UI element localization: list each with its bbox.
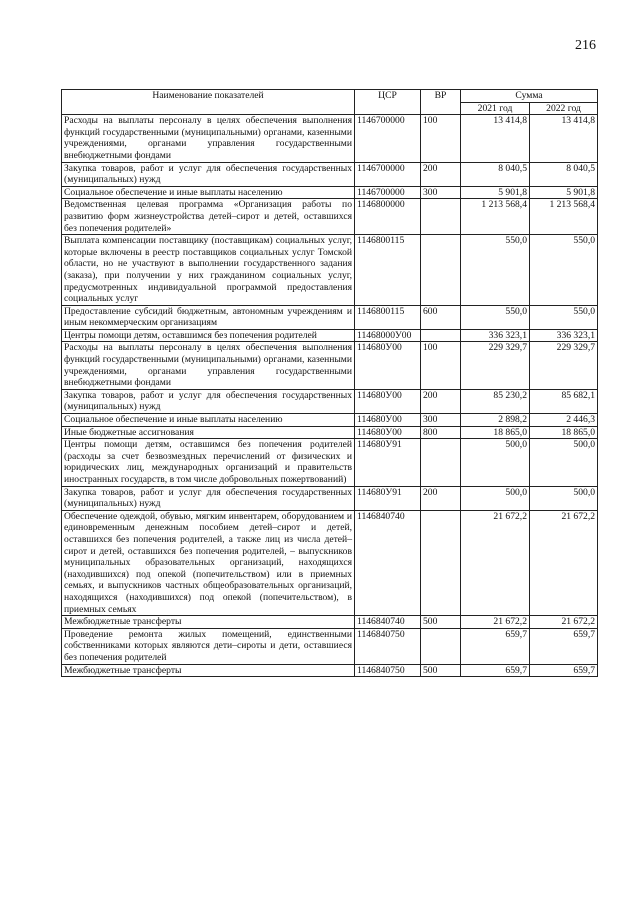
row-name-cell: Межбюджетные трансферты	[62, 616, 355, 629]
row-csr-cell: 114680У00	[355, 342, 421, 389]
row-amount-2021-cell: 659,7	[461, 628, 530, 664]
row-amount-2021-cell: 336 323,1	[461, 329, 530, 342]
header-sum: Сумма	[461, 90, 598, 103]
row-vr-cell: 500	[421, 616, 461, 629]
row-name-cell: Расходы на выплаты персоналу в целях обеспечения выполнения функций государственными (муниципальными) органами, казенными учреждениями, органами управления государственными внебюджетными фондами	[62, 115, 355, 162]
row-vr-cell: 200	[421, 162, 461, 186]
row-amount-2021-cell: 21 672,2	[461, 510, 530, 615]
table-row	[62, 115, 598, 162]
row-csr-cell: 114680У91	[355, 486, 421, 510]
row-amount-2022-cell: 336 323,1	[530, 329, 598, 342]
row-amount-2022-cell: 8 040,5	[530, 162, 598, 186]
row-name-cell: Социальное обеспечение и иные выплаты населению	[62, 186, 355, 199]
row-csr-cell: 11468000У00	[355, 329, 421, 342]
row-name-cell: Центры помощи детям, оставшимся без попечения родителей	[62, 329, 355, 342]
row-vr-cell: 800	[421, 426, 461, 439]
row-amount-2021-cell: 659,7	[461, 664, 530, 677]
table-row	[62, 162, 598, 186]
row-csr-cell: 1146700000	[355, 186, 421, 199]
row-name-cell: Социальное обеспечение и иные выплаты населению	[62, 414, 355, 427]
row-csr-cell: 1146700000	[355, 162, 421, 186]
row-vr-cell	[421, 329, 461, 342]
row-csr-cell: 1146840750	[355, 664, 421, 677]
row-amount-2022-cell: 21 672,2	[530, 510, 598, 615]
row-amount-2021-cell: 500,0	[461, 439, 530, 486]
row-amount-2022-cell: 659,7	[530, 628, 598, 664]
header-year-2021: 2021 год	[461, 102, 530, 115]
row-name-cell: Ведомственная целевая программа «Организация работы по развитию форм жизнеустройства детей–сирот и детей, оставшихся без попечения родителей»	[62, 199, 355, 235]
row-amount-2021-cell: 550,0	[461, 235, 530, 306]
row-amount-2022-cell: 5 901,8	[530, 186, 598, 199]
page-number: 216	[575, 38, 596, 53]
row-amount-2021-cell: 8 040,5	[461, 162, 530, 186]
row-name-cell: Закупка товаров, работ и услуг для обеспечения государственных (муниципальных) нужд	[62, 486, 355, 510]
row-vr-cell: 100	[421, 342, 461, 389]
row-csr-cell: 1146840750	[355, 628, 421, 664]
row-csr-cell: 1146800115	[355, 305, 421, 329]
row-amount-2021-cell: 500,0	[461, 486, 530, 510]
row-csr-cell: 114680У00	[355, 414, 421, 427]
row-name-cell: Расходы на выплаты персоналу в целях обеспечения выполнения функций государственными (муниципальными) органами, казенными учреждениями, органами управления государственными внебюджетными фондами	[62, 342, 355, 389]
row-amount-2022-cell: 500,0	[530, 486, 598, 510]
row-name-cell: Закупка товаров, работ и услуг для обеспечения государственных (муниципальных) нужд	[62, 389, 355, 413]
row-vr-cell	[421, 510, 461, 615]
row-amount-2022-cell: 18 865,0	[530, 426, 598, 439]
row-csr-cell: 114680У00	[355, 426, 421, 439]
header-csr: ЦСР	[355, 90, 421, 115]
table-row	[62, 389, 598, 413]
row-vr-cell	[421, 199, 461, 235]
row-name-cell: Межбюджетные трансферты	[62, 664, 355, 677]
row-amount-2022-cell: 85 682,1	[530, 389, 598, 413]
row-vr-cell	[421, 628, 461, 664]
header-year-2022: 2022 год	[530, 102, 598, 115]
table-row	[62, 305, 598, 329]
row-amount-2021-cell: 550,0	[461, 305, 530, 329]
row-amount-2022-cell: 21 672,2	[530, 616, 598, 629]
row-amount-2022-cell: 229 329,7	[530, 342, 598, 389]
table-row	[62, 510, 598, 615]
table-row	[62, 199, 598, 235]
table-row	[62, 329, 598, 342]
row-vr-cell: 600	[421, 305, 461, 329]
row-name-cell: Проведение ремонта жилых помещений, единственными собственниками которых являются дети–сироты и дети, оставшиеся без попечения родителей	[62, 628, 355, 664]
row-vr-cell: 300	[421, 186, 461, 199]
row-csr-cell: 1146800115	[355, 235, 421, 306]
row-vr-cell: 100	[421, 115, 461, 162]
budget-table	[61, 89, 598, 677]
row-vr-cell: 300	[421, 414, 461, 427]
table-row	[62, 439, 598, 486]
row-amount-2022-cell: 500,0	[530, 439, 598, 486]
row-amount-2021-cell: 13 414,8	[461, 115, 530, 162]
row-amount-2021-cell: 18 865,0	[461, 426, 530, 439]
row-vr-cell	[421, 235, 461, 306]
row-name-cell: Центры помощи детям, оставшимся без попечения родителей (расходы за счет безвозмездных перечислений от физических и юридических лиц, международных организаций и правительств иностранных государств, в том числе добровольных пожертвований)	[62, 439, 355, 486]
row-amount-2021-cell: 21 672,2	[461, 616, 530, 629]
row-vr-cell	[421, 439, 461, 486]
table-row	[62, 426, 598, 439]
row-amount-2021-cell: 229 329,7	[461, 342, 530, 389]
row-amount-2022-cell: 550,0	[530, 235, 598, 306]
row-vr-cell: 500	[421, 664, 461, 677]
table-row	[62, 342, 598, 389]
row-amount-2021-cell: 1 213 568,4	[461, 199, 530, 235]
row-name-cell: Закупка товаров, работ и услуг для обеспечения государственных (муниципальных) нужд	[62, 162, 355, 186]
header-name: Наименование показателей	[62, 90, 355, 115]
row-amount-2021-cell: 85 230,2	[461, 389, 530, 413]
row-amount-2022-cell: 13 414,8	[530, 115, 598, 162]
row-csr-cell: 114680У91	[355, 439, 421, 486]
row-amount-2021-cell: 5 901,8	[461, 186, 530, 199]
table-body	[62, 115, 598, 677]
row-amount-2022-cell: 2 446,3	[530, 414, 598, 427]
table-row	[62, 664, 598, 677]
row-csr-cell: 1146840740	[355, 510, 421, 615]
table-row	[62, 186, 598, 199]
row-amount-2021-cell: 2 898,2	[461, 414, 530, 427]
row-name-cell: Предоставление субсидий бюджетным, автономным учреждениям и иным некоммерческим организациям	[62, 305, 355, 329]
row-amount-2022-cell: 1 213 568,4	[530, 199, 598, 235]
table-row	[62, 414, 598, 427]
table-row	[62, 486, 598, 510]
row-name-cell: Иные бюджетные ассигнования	[62, 426, 355, 439]
row-csr-cell: 1146800000	[355, 199, 421, 235]
table-row	[62, 628, 598, 664]
row-name-cell: Обеспечение одеждой, обувью, мягким инвентарем, оборудованием и единовременным денежным пособием детей–сирот и детей, оставшихся без попечения родителей, а также лиц из числа детей–сирот и детей, оставшихся без попечения родителей, – выпускников муниципальных образовательных организаций, находящихся (находившихся) под опекой (попечительством) или в приемных семьях, и выпускников частных общеобразовательных организаций, находящихся (находившихся) под опекой (попечительством), в приемных семьях	[62, 510, 355, 615]
row-name-cell: Выплата компенсации поставщику (поставщикам) социальных услуг, которые включены в реестр поставщиков социальных услуг Томской области, но не участвуют в выполнении государственного задания (заказа), при получении у них гражданином социальных услуг, предусмотренных индивидуальной программой предоставления социальных услуг	[62, 235, 355, 306]
row-csr-cell: 1146840740	[355, 616, 421, 629]
row-csr-cell: 1146700000	[355, 115, 421, 162]
row-vr-cell: 200	[421, 389, 461, 413]
row-csr-cell: 114680У00	[355, 389, 421, 413]
row-amount-2022-cell: 550,0	[530, 305, 598, 329]
table-row	[62, 235, 598, 306]
row-amount-2022-cell: 659,7	[530, 664, 598, 677]
table-header-row	[62, 90, 598, 103]
header-vr: ВР	[421, 90, 461, 115]
table-row	[62, 616, 598, 629]
row-vr-cell: 200	[421, 486, 461, 510]
